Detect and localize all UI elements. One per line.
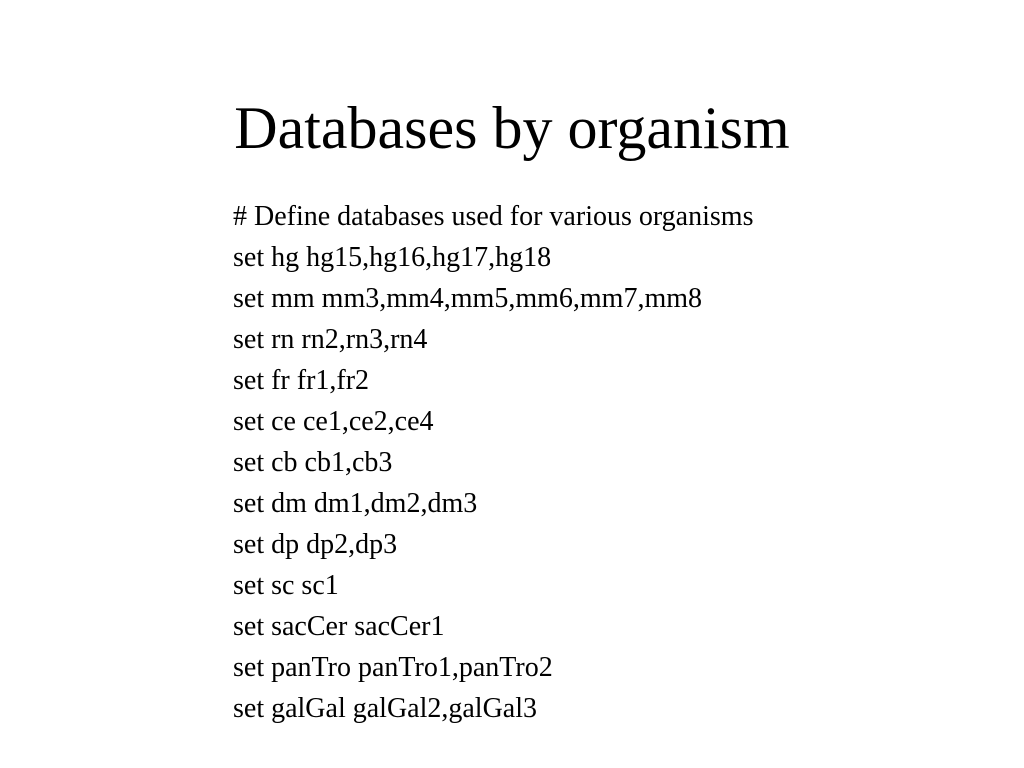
code-line-dp: set dp dp2,dp3 (233, 529, 398, 560)
code-lines (233, 196, 753, 729)
code-line-rn: set rn rn2,rn3,rn4 (233, 324, 428, 355)
code-line-mm: set mm mm3,mm4,mm5,mm6,mm7,mm8 (233, 283, 703, 314)
code-line-pantro: set panTro panTro1,panTro2 (233, 652, 553, 683)
slide-title: Databases by organism (234, 95, 790, 161)
code-line-sc: set sc sc1 (233, 570, 339, 601)
code-line-hg: set hg hg15,hg16,hg17,hg18 (233, 242, 552, 273)
code-line-fr: set fr fr1,fr2 (233, 365, 370, 396)
code-line-dm: set dm dm1,dm2,dm3 (233, 488, 478, 519)
code-line-saccer: set sacCer sacCer1 (233, 611, 445, 642)
code-line-cb: set cb cb1,cb3 (233, 447, 393, 478)
code-line-comment: # Define databases used for various organisms (233, 201, 754, 232)
code-line-ce: set ce ce1,ce2,ce4 (233, 406, 434, 437)
code-line-galgal: set galGal galGal2,galGal3 (233, 693, 538, 724)
